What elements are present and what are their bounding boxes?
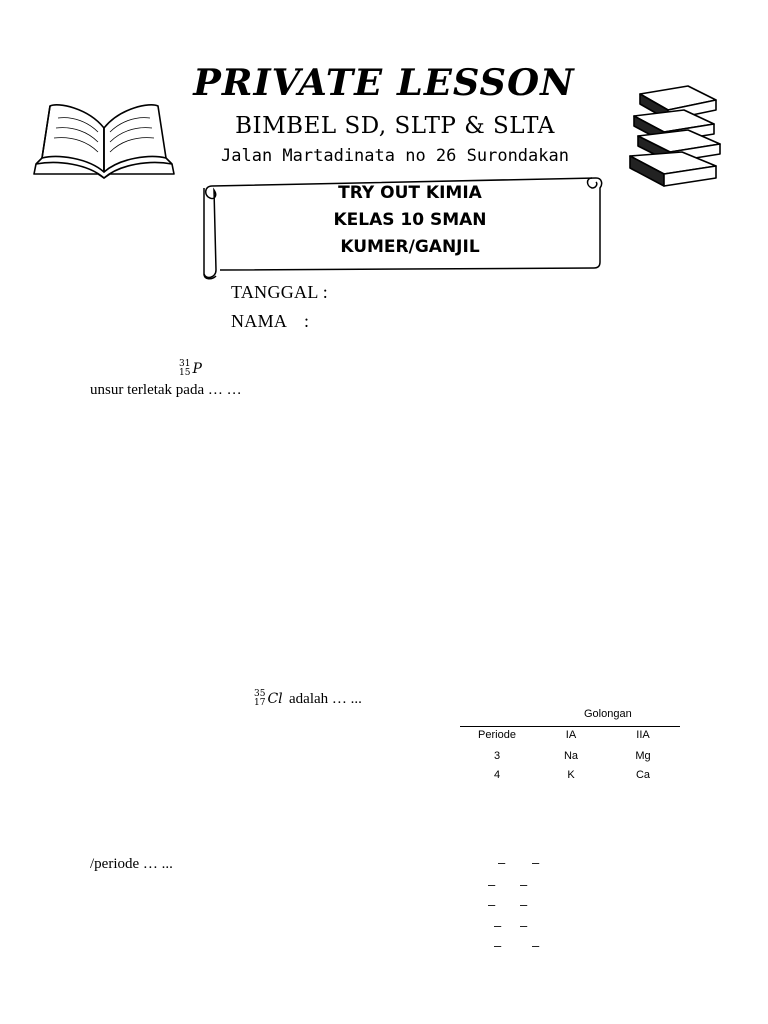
tanggal-label: TANGGAL : (231, 282, 329, 302)
dash-mark: – (488, 877, 496, 892)
table-cell: 3 (493, 750, 501, 762)
dash-mark: – (494, 938, 502, 953)
nama-colon: : (304, 311, 310, 331)
dash-mark: – (520, 897, 528, 912)
table-cell: Mg (635, 750, 651, 762)
table-cell: Ca (635, 769, 651, 781)
table-cell: K (567, 769, 575, 781)
banner-line-3: KUMER/GANJIL (340, 237, 480, 257)
question-2-text: adalah … ... (289, 691, 362, 707)
dash-mark: – (498, 855, 506, 870)
header-address: Jalan Martadinata no 26 Surondakan (221, 146, 569, 166)
table-cell: 4 (493, 769, 501, 781)
header-subtitle: BIMBEL SD, SLTP & SLTA (235, 113, 555, 139)
table-divider (460, 726, 680, 727)
table-group-header: Golongan (584, 708, 632, 720)
table-cell: Na (563, 750, 579, 762)
header-title: PRIVATE LESSON (193, 62, 575, 104)
dash-mark: – (520, 918, 528, 933)
dash-mark: – (494, 918, 502, 933)
column-header-ia: IA (565, 729, 577, 741)
isotope-notation-p (179, 360, 202, 378)
banner-line-1: TRY OUT KIMIA (338, 183, 482, 203)
question-1-text: unsur terletak pada … … (90, 382, 242, 398)
banner-line-2: KELAS 10 SMAN (333, 210, 487, 230)
dash-mark: – (488, 897, 496, 912)
element-symbol: P (192, 361, 202, 377)
atomic-number: 15 (179, 368, 191, 378)
open-book-icon (28, 98, 180, 180)
dash-mark: – (520, 877, 528, 892)
dash-mark: – (532, 938, 540, 953)
column-header-periode: Periode (478, 729, 516, 741)
nama-label: NAMA (231, 311, 288, 331)
question-3-text: /periode … ... (90, 856, 173, 872)
mass-number: 31 (179, 359, 191, 369)
isotope-notation-cl (254, 690, 283, 708)
column-header-iia: IIA (636, 729, 650, 741)
atomic-number: 17 (254, 698, 266, 708)
dash-mark: – (532, 855, 540, 870)
element-symbol: Cl (267, 691, 283, 707)
mass-number: 35 (254, 689, 266, 699)
